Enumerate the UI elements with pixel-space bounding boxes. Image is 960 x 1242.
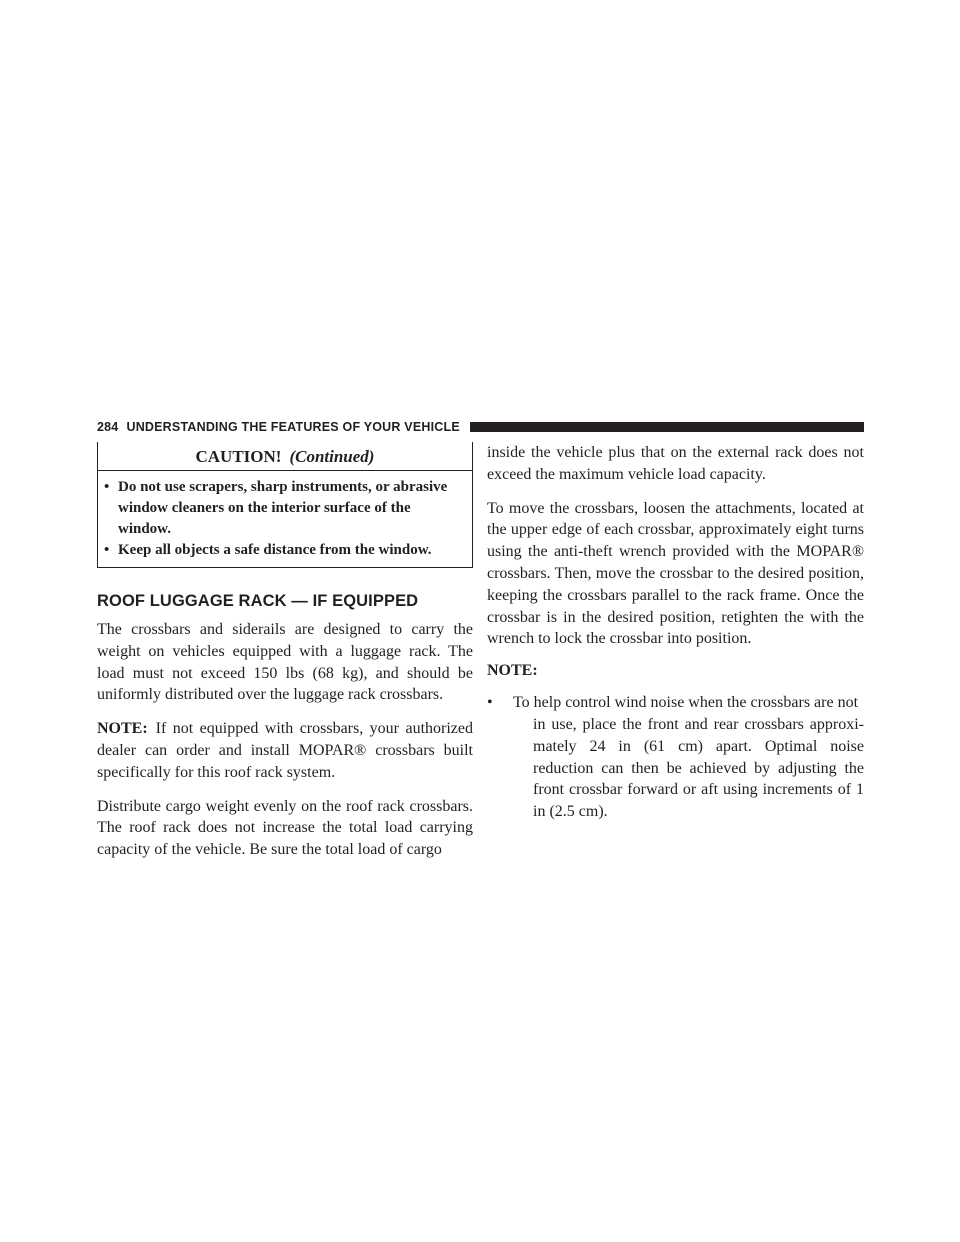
page-header <box>97 416 864 438</box>
note-bullet-text <box>513 692 864 823</box>
paragraph-capacity: The crossbars and siderails are designed to carry the weight on vehicles equipped with a luggage rack. The load must not exceed 150 lbs (68 kg), and should be uniformly distributed over the luggage rack crossbars. <box>97 621 473 704</box>
caution-list <box>98 471 472 567</box>
caution-continued: (Continued) <box>289 447 375 466</box>
caution-label: CAUTION! <box>195 447 282 466</box>
caution-title <box>98 442 472 471</box>
caution-item-text: Do not use scrapers, sharp instruments, or abrasive window cleaners on the interior surface of the window. <box>118 479 448 537</box>
note-bullet-first-line: To help control wind noise when the crossbars are not <box>513 694 859 712</box>
page-number: 284 <box>97 420 119 434</box>
paragraph-continued: inside the vehicle plus that on the external rack does not exceed the maximum vehicle load capacity. <box>487 444 864 483</box>
bullet-icon: • <box>104 479 110 495</box>
note-text: If not equipped with crossbars, your authorized dealer can order and install MOPAR® crossbars built specifically for this roof rack system. <box>97 720 473 781</box>
running-title: UNDERSTANDING THE FEATURES OF YOUR VEHICLE <box>126 420 460 434</box>
header-rule <box>470 422 864 432</box>
note-bullet <box>487 692 864 823</box>
paragraph-distribute: Distribute cargo weight evenly on the roof rack crossbars. The roof rack does not increase the total load carrying capacity of the vehicle. Be sure the total load of cargo <box>97 797 473 859</box>
bullet-icon: • <box>487 694 493 712</box>
caution-item <box>104 477 464 540</box>
left-column <box>97 442 473 873</box>
note-bullet-rest: in use, place the front and rear crossbars approxi-mately 24 in (61 cm) apart. Optimal noise reduction can then be achieved by adjusting the front crossbar forward or aft using increments of 1 in (2.5 cm). <box>533 715 864 821</box>
paragraph-move-crossbars: To move the crossbars, loosen the attachments, located at the upper edge of each crossbar, approximately eight turns using the anti-theft wrench provided with the MOPAR® crossbars. Then, move the crossbar to the desired position, keeping the crossbars parallel to the rack frame. Once the crossbar is in the desired position, retighten the with the wrench to lock the crossbar into position. <box>487 499 864 648</box>
right-column <box>487 442 864 823</box>
caution-box <box>97 442 473 568</box>
bullet-icon: • <box>104 542 110 558</box>
note-heading: NOTE: <box>487 662 538 680</box>
section-heading: ROOF LUGGAGE RACK — IF EQUIPPED <box>97 592 419 610</box>
note-label: NOTE: <box>97 720 148 738</box>
caution-item <box>104 540 464 561</box>
note-crossbars <box>97 718 473 783</box>
caution-item-text: Keep all objects a safe distance from the window. <box>118 542 432 558</box>
